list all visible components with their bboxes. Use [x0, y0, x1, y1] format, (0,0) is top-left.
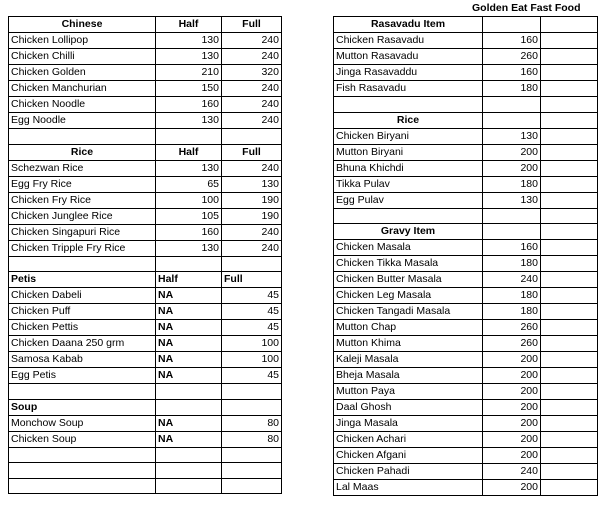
full-price-cell — [541, 49, 598, 65]
item-name-cell: Mutton Biryani — [334, 144, 483, 160]
full-price-cell: 190 — [222, 192, 282, 208]
full-price-cell — [541, 400, 598, 416]
half-price-cell — [156, 447, 222, 463]
blank-row — [334, 97, 598, 113]
menu-item-row — [334, 49, 598, 65]
column-header-cell: Full — [222, 17, 282, 33]
menu-item-row — [334, 65, 598, 81]
item-name-cell: Kaleji Masala — [334, 352, 483, 368]
half-price-cell: 130 — [156, 49, 222, 65]
left-menu-table — [8, 16, 282, 494]
half-price-cell: 180 — [483, 176, 541, 192]
full-price-cell: 45 — [222, 320, 282, 336]
full-price-cell — [541, 432, 598, 448]
item-name-cell: Mutton Paya — [334, 384, 483, 400]
column-header-cell: Rasavadu Item — [334, 17, 483, 33]
menu-item-row — [9, 192, 282, 208]
full-price-cell — [222, 384, 282, 400]
menu-item-row — [9, 240, 282, 256]
column-header-cell — [541, 17, 598, 33]
half-price-cell: NA — [156, 352, 222, 368]
menu-item-row — [334, 240, 598, 256]
menu-item-row — [9, 208, 282, 224]
item-name-cell: Chicken Rasavadu — [334, 33, 483, 49]
blank-row — [9, 129, 282, 145]
half-price-cell — [483, 97, 541, 113]
full-price-cell — [541, 240, 598, 256]
item-name-cell: Samosa Kabab — [9, 352, 156, 368]
menu-item-row — [9, 224, 282, 240]
half-price-cell: 160 — [483, 65, 541, 81]
section-header-row — [9, 17, 282, 33]
half-price-cell: 160 — [483, 240, 541, 256]
full-price-cell: 240 — [222, 160, 282, 176]
item-name-cell: Tikka Pulav — [334, 176, 483, 192]
full-price-cell — [541, 65, 598, 81]
item-name-cell: Chicken Masala — [334, 240, 483, 256]
item-name-cell: Chicken Biryani — [334, 128, 483, 144]
half-price-cell — [156, 129, 222, 145]
menu-item-row — [334, 144, 598, 160]
half-price-cell: 200 — [483, 480, 541, 496]
menu-item-row — [9, 415, 282, 431]
section-header-row — [9, 399, 282, 415]
item-name-cell: Chicken Pettis — [9, 320, 156, 336]
item-name-cell: Chicken Chilli — [9, 49, 156, 65]
half-price-cell: 200 — [483, 400, 541, 416]
half-price-cell: NA — [156, 336, 222, 352]
full-price-cell: 80 — [222, 431, 282, 447]
item-name-cell: Chicken Daana 250 grm — [9, 336, 156, 352]
menu-item-row — [334, 400, 598, 416]
full-price-cell — [541, 272, 598, 288]
item-name-cell: Chicken Puff — [9, 304, 156, 320]
column-header-cell: Full — [222, 144, 282, 160]
item-name-cell: Bhuna Khichdi — [334, 160, 483, 176]
item-name-cell: Chicken Butter Masala — [334, 272, 483, 288]
column-header-cell: Half — [156, 272, 222, 288]
half-price-cell: 180 — [483, 288, 541, 304]
half-price-cell: 160 — [156, 97, 222, 113]
half-price-cell — [156, 384, 222, 400]
full-price-cell — [541, 304, 598, 320]
half-price-cell: 160 — [156, 224, 222, 240]
item-name-cell: Egg Fry Rice — [9, 176, 156, 192]
item-name-cell: Bheja Masala — [334, 368, 483, 384]
half-price-cell: 200 — [483, 144, 541, 160]
menu-item-row — [334, 128, 598, 144]
item-name-cell: Chicken Manchurian — [9, 81, 156, 97]
full-price-cell: 130 — [222, 176, 282, 192]
column-header-cell — [222, 399, 282, 415]
half-price-cell: 200 — [483, 368, 541, 384]
blank-row — [334, 208, 598, 224]
item-name-cell: Chicken Afgani — [334, 448, 483, 464]
menu-item-row — [334, 160, 598, 176]
blank-row — [9, 478, 282, 494]
half-price-cell: 200 — [483, 448, 541, 464]
item-name-cell: Jinga Rasavaddu — [334, 65, 483, 81]
full-price-cell — [222, 256, 282, 272]
menu-item-row — [334, 272, 598, 288]
full-price-cell — [541, 352, 598, 368]
column-header-cell — [483, 17, 541, 33]
blank-row — [9, 447, 282, 463]
full-price-cell — [222, 447, 282, 463]
menu-item-row — [9, 431, 282, 447]
full-price-cell: 320 — [222, 65, 282, 81]
half-price-cell — [156, 463, 222, 479]
menu-item-row — [334, 33, 598, 49]
full-price-cell: 240 — [222, 81, 282, 97]
full-price-cell — [541, 160, 598, 176]
menu-item-row — [9, 113, 282, 129]
item-name-cell — [9, 256, 156, 272]
full-price-cell: 240 — [222, 224, 282, 240]
half-price-cell: 150 — [156, 81, 222, 97]
item-name-cell: Egg Pulav — [334, 192, 483, 208]
column-header-cell — [483, 112, 541, 128]
item-name-cell: Chicken Pahadi — [334, 464, 483, 480]
menu-item-row — [334, 176, 598, 192]
column-header-cell: Rice — [9, 144, 156, 160]
item-name-cell: Fish Rasavadu — [334, 81, 483, 97]
item-name-cell: Mutton Khima — [334, 336, 483, 352]
menu-item-row — [334, 320, 598, 336]
menu-item-row — [9, 81, 282, 97]
full-price-cell — [541, 288, 598, 304]
menu-item-row — [334, 352, 598, 368]
menu-item-row — [9, 320, 282, 336]
right-menu-table — [333, 16, 598, 496]
full-price-cell — [541, 176, 598, 192]
menu-item-row — [9, 288, 282, 304]
item-name-cell — [9, 384, 156, 400]
column-header-cell: Gravy Item — [334, 224, 483, 240]
item-name-cell: Monchow Soup — [9, 415, 156, 431]
menu-item-row — [9, 97, 282, 113]
blank-row — [9, 384, 282, 400]
column-header-cell: Half — [156, 144, 222, 160]
full-price-cell: 240 — [222, 240, 282, 256]
item-name-cell: Chicken Tangadi Masala — [334, 304, 483, 320]
menu-item-row — [9, 368, 282, 384]
item-name-cell: Egg Noodle — [9, 113, 156, 129]
half-price-cell: 200 — [483, 160, 541, 176]
full-price-cell — [541, 128, 598, 144]
full-price-cell — [541, 208, 598, 224]
full-price-cell — [541, 320, 598, 336]
half-price-cell: 260 — [483, 49, 541, 65]
item-name-cell: Mutton Rasavadu — [334, 49, 483, 65]
full-price-cell: 45 — [222, 288, 282, 304]
item-name-cell: Daal Ghosh — [334, 400, 483, 416]
item-name-cell: Chicken Junglee Rice — [9, 208, 156, 224]
full-price-cell — [541, 480, 598, 496]
item-name-cell: Chicken Achari — [334, 432, 483, 448]
half-price-cell: 260 — [483, 336, 541, 352]
blank-row — [9, 463, 282, 479]
full-price-cell: 100 — [222, 352, 282, 368]
item-name-cell — [9, 447, 156, 463]
section-header-row — [334, 224, 598, 240]
half-price-cell — [156, 478, 222, 494]
menu-item-row — [9, 176, 282, 192]
menu-item-row — [334, 432, 598, 448]
full-price-cell — [541, 336, 598, 352]
column-header-cell: Full — [222, 272, 282, 288]
half-price-cell: 240 — [483, 272, 541, 288]
half-price-cell: 180 — [483, 304, 541, 320]
half-price-cell: 200 — [483, 416, 541, 432]
menu-item-row — [9, 33, 282, 49]
half-price-cell: 180 — [483, 81, 541, 97]
item-name-cell: Chicken Tripple Fry Rice — [9, 240, 156, 256]
item-name-cell: Chicken Lollipop — [9, 33, 156, 49]
menu-item-row — [9, 352, 282, 368]
half-price-cell: 130 — [156, 33, 222, 49]
menu-item-row — [334, 448, 598, 464]
half-price-cell: NA — [156, 304, 222, 320]
half-price-cell: 130 — [156, 240, 222, 256]
section-header-row — [334, 112, 598, 128]
full-price-cell — [541, 256, 598, 272]
full-price-cell — [541, 144, 598, 160]
item-name-cell: Jinga Masala — [334, 416, 483, 432]
item-name-cell: Chicken Singapuri Rice — [9, 224, 156, 240]
item-name-cell: Chicken Fry Rice — [9, 192, 156, 208]
half-price-cell: 200 — [483, 352, 541, 368]
blank-row — [9, 256, 282, 272]
item-name-cell — [9, 463, 156, 479]
menu-item-row — [9, 304, 282, 320]
menu-item-row — [334, 480, 598, 496]
half-price-cell: 130 — [156, 160, 222, 176]
half-price-cell: NA — [156, 415, 222, 431]
full-price-cell: 240 — [222, 49, 282, 65]
half-price-cell: 65 — [156, 176, 222, 192]
menu-item-row — [334, 464, 598, 480]
half-price-cell: NA — [156, 431, 222, 447]
half-price-cell — [156, 256, 222, 272]
menu-item-row — [334, 256, 598, 272]
column-header-cell — [541, 224, 598, 240]
column-header-cell: Rice — [334, 112, 483, 128]
full-price-cell — [541, 384, 598, 400]
full-price-cell: 45 — [222, 368, 282, 384]
full-price-cell: 45 — [222, 304, 282, 320]
half-price-cell: 100 — [156, 192, 222, 208]
column-header-cell: Petis — [9, 272, 156, 288]
full-price-cell: 240 — [222, 97, 282, 113]
column-header-cell — [541, 112, 598, 128]
section-header-row — [334, 17, 598, 33]
half-price-cell: NA — [156, 288, 222, 304]
item-name-cell: Chicken Tikka Masala — [334, 256, 483, 272]
menu-item-row — [334, 304, 598, 320]
half-price-cell: 210 — [156, 65, 222, 81]
column-header-cell: Soup — [9, 399, 156, 415]
section-header-row — [9, 144, 282, 160]
half-price-cell: 130 — [483, 192, 541, 208]
column-header-cell: Chinese — [9, 17, 156, 33]
menu-item-row — [9, 49, 282, 65]
half-price-cell: NA — [156, 368, 222, 384]
item-name-cell: Lal Maas — [334, 480, 483, 496]
full-price-cell — [541, 81, 598, 97]
full-price-cell — [541, 416, 598, 432]
full-price-cell — [222, 478, 282, 494]
item-name-cell: Mutton Chap — [334, 320, 483, 336]
item-name-cell — [334, 208, 483, 224]
section-header-row — [9, 272, 282, 288]
item-name-cell — [9, 129, 156, 145]
full-price-cell: 240 — [222, 113, 282, 129]
item-name-cell: Egg Petis — [9, 368, 156, 384]
menu-item-row — [334, 384, 598, 400]
item-name-cell: Schezwan Rice — [9, 160, 156, 176]
column-header-cell: Half — [156, 17, 222, 33]
sheet-title: Golden Eat Fast Food — [472, 2, 581, 14]
half-price-cell — [483, 208, 541, 224]
full-price-cell — [222, 463, 282, 479]
column-header-cell — [483, 224, 541, 240]
half-price-cell: 130 — [483, 128, 541, 144]
item-name-cell: Chicken Noodle — [9, 97, 156, 113]
menu-item-row — [9, 336, 282, 352]
item-name-cell: Chicken Leg Masala — [334, 288, 483, 304]
menu-item-row — [334, 416, 598, 432]
menu-item-row — [334, 288, 598, 304]
full-price-cell: 190 — [222, 208, 282, 224]
half-price-cell: 180 — [483, 256, 541, 272]
item-name-cell: Chicken Soup — [9, 431, 156, 447]
item-name-cell: Chicken Golden — [9, 65, 156, 81]
half-price-cell: 160 — [483, 33, 541, 49]
half-price-cell: 200 — [483, 384, 541, 400]
full-price-cell — [222, 129, 282, 145]
menu-item-row — [334, 368, 598, 384]
full-price-cell: 80 — [222, 415, 282, 431]
full-price-cell — [541, 368, 598, 384]
full-price-cell — [541, 464, 598, 480]
half-price-cell: 200 — [483, 432, 541, 448]
full-price-cell — [541, 192, 598, 208]
menu-item-row — [334, 81, 598, 97]
column-header-cell — [156, 399, 222, 415]
item-name-cell — [334, 97, 483, 113]
menu-item-row — [334, 192, 598, 208]
half-price-cell: 260 — [483, 320, 541, 336]
menu-item-row — [9, 65, 282, 81]
menu-item-row — [9, 160, 282, 176]
item-name-cell: Chicken Dabeli — [9, 288, 156, 304]
menu-item-row — [334, 336, 598, 352]
half-price-cell: 105 — [156, 208, 222, 224]
half-price-cell: 240 — [483, 464, 541, 480]
half-price-cell: 130 — [156, 113, 222, 129]
full-price-cell — [541, 33, 598, 49]
full-price-cell — [541, 97, 598, 113]
full-price-cell: 100 — [222, 336, 282, 352]
half-price-cell: NA — [156, 320, 222, 336]
item-name-cell — [9, 478, 156, 494]
full-price-cell: 240 — [222, 33, 282, 49]
full-price-cell — [541, 448, 598, 464]
